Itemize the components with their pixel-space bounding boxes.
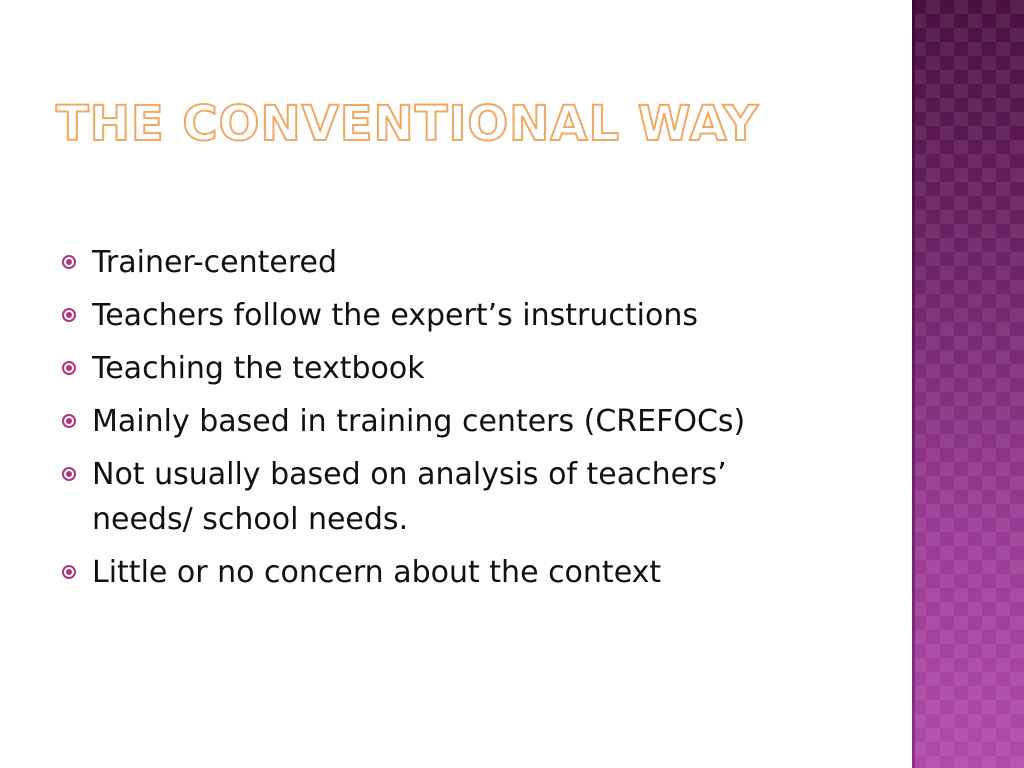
- side-band-edge: [912, 0, 915, 768]
- bullet-text: Teachers follow the expert’s instructions: [92, 298, 698, 333]
- circle-dot-icon: [62, 361, 76, 375]
- bullet-item: [62, 550, 882, 595]
- slide-title: THE CONVENTIONAL WAY: [56, 96, 759, 152]
- side-decoration-band: [912, 0, 1024, 768]
- circle-dot-icon: [62, 414, 76, 428]
- bullet-list: [62, 240, 882, 603]
- circle-dot-icon: [62, 255, 76, 269]
- bullet-item: [62, 293, 882, 338]
- bullet-item: [62, 346, 882, 391]
- bullet-item: [62, 399, 882, 444]
- circle-dot-icon: [62, 467, 76, 481]
- bullet-text: Trainer-centered: [92, 245, 338, 280]
- bullet-item: [62, 240, 882, 285]
- circle-dot-icon: [62, 565, 76, 579]
- bullet-text: Mainly based in training centers (CREFOCs): [92, 404, 746, 439]
- bullet-text: Little or no concern about the context: [92, 555, 662, 590]
- bullet-item: [62, 452, 882, 542]
- bullet-text: Teaching the textbook: [92, 351, 425, 386]
- circle-dot-icon: [62, 308, 76, 322]
- bullet-text: Not usually based on analysis of teachers’ needs/ school needs.: [92, 457, 727, 537]
